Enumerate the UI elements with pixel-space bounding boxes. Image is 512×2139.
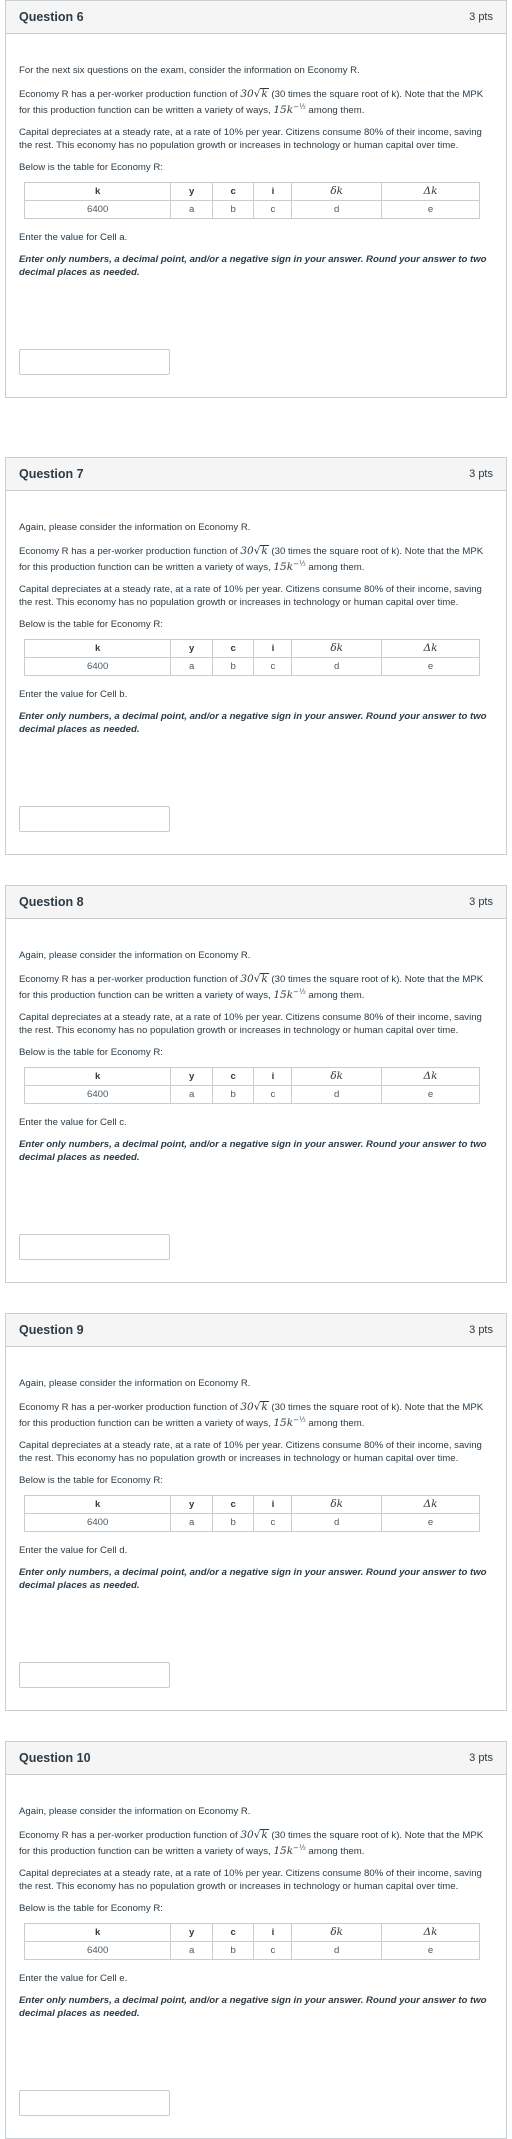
question-header — [6, 458, 506, 491]
table-row — [25, 1086, 480, 1104]
mpk-formula: $15k^{-\frac{1}{2}}$ — [273, 103, 306, 116]
table-cell: e — [382, 201, 480, 219]
table-cell: b — [212, 658, 254, 676]
table-header: y — [171, 183, 213, 201]
table-row — [25, 1942, 480, 1960]
table-header: Δk — [382, 1924, 480, 1942]
production-formula: 30√k — [240, 972, 268, 985]
answer-input[interactable] — [19, 2090, 170, 2116]
economy-table — [24, 1067, 480, 1104]
table-header: c — [212, 183, 254, 201]
question-points: 3 pts — [469, 896, 493, 908]
table-cell: d — [292, 1514, 382, 1532]
table-header: Δk — [382, 1496, 480, 1514]
question-title: Question 9 — [19, 1323, 84, 1337]
table-header: δk — [292, 640, 382, 658]
table-intro: Below is the table for Economy R: — [19, 1474, 163, 1486]
question-title: Question 7 — [19, 467, 84, 481]
question-points: 3 pts — [469, 1752, 493, 1764]
table-row — [25, 201, 480, 219]
table-header: δk — [292, 1068, 382, 1086]
production-text: Economy R has a per-worker production function of 30√k (30 times the square root of k). Note that the MPK for this production function can be written a variety of ways, $15k^{-\frac{1}{2}}$ among them. — [19, 87, 484, 116]
table-header: k — [25, 1924, 171, 1942]
answer-instruction: Enter only numbers, a decimal point, and/or a negative sign in your answer. Round your answer to two decimal places as needed. — [19, 1138, 487, 1163]
table-header: Δk — [382, 183, 480, 201]
table-cell: c — [254, 201, 292, 219]
question-points: 3 pts — [469, 11, 493, 23]
table-cell: d — [292, 658, 382, 676]
production-text: Economy R has a per-worker production function of 30√k (30 times the square root of k). Note that the MPK for this production function can be written a variety of ways, $15k^{-\frac{1}{2}}$ among them. — [19, 544, 484, 573]
table-header: y — [171, 1496, 213, 1514]
table-header-row — [25, 183, 480, 201]
table-cell: e — [382, 1514, 480, 1532]
table-cell: c — [254, 658, 292, 676]
question-intro: Again, please consider the information on Economy R. — [19, 950, 251, 961]
table-cell: b — [212, 201, 254, 219]
table-cell: e — [382, 1942, 480, 1960]
table-header-row — [25, 640, 480, 658]
table-cell: b — [212, 1942, 254, 1960]
question-card — [5, 885, 507, 1283]
question-header — [6, 886, 506, 919]
table-header: i — [254, 1068, 292, 1086]
question-title: Question 8 — [19, 895, 84, 909]
mpk-formula: $15k^{-\frac{1}{2}}$ — [273, 560, 306, 573]
mpk-formula: $15k^{-\frac{1}{2}}$ — [273, 988, 306, 1001]
table-row — [25, 658, 480, 676]
question-card — [5, 0, 507, 398]
table-header: Δk — [382, 640, 480, 658]
question-intro: Again, please consider the information on Economy R. — [19, 1806, 251, 1817]
table-header: c — [212, 1496, 254, 1514]
question-card — [5, 1313, 507, 1711]
question-intro: Again, please consider the information on Economy R. — [19, 522, 251, 533]
table-intro: Below is the table for Economy R: — [19, 161, 163, 173]
table-header: i — [254, 640, 292, 658]
question-body — [6, 1347, 506, 1593]
table-intro: Below is the table for Economy R: — [19, 618, 163, 630]
economy-table — [24, 182, 480, 219]
question-card — [5, 1741, 507, 2139]
answer-instruction: Enter only numbers, a decimal point, and/or a negative sign in your answer. Round your answer to two decimal places as needed. — [19, 1566, 487, 1591]
depreciation-text: Capital depreciates at a steady rate, at a rate of 10% per year. Citizens consume 80% of their income, saving the rest. This economy has no population growth or increases in technology or human capital over time. — [19, 1867, 482, 1892]
production-text: Economy R has a per-worker production function of 30√k (30 times the square root of k). Note that the MPK for this production function can be written a variety of ways, $15k^{-\frac{1}{2}}$ among them. — [19, 1828, 484, 1857]
table-cell: b — [212, 1514, 254, 1532]
production-text: Economy R has a per-worker production function of 30√k (30 times the square root of k). Note that the MPK for this production function can be written a variety of ways, $15k^{-\frac{1}{2}}$ among them. — [19, 1400, 484, 1429]
economy-table — [24, 1495, 480, 1532]
answer-input[interactable] — [19, 806, 170, 832]
question-intro: Again, please consider the information on Economy R. — [19, 1378, 251, 1389]
question-body — [6, 491, 506, 737]
question-header — [6, 1314, 506, 1347]
answer-input[interactable] — [19, 349, 170, 375]
table-header: c — [212, 640, 254, 658]
production-formula: 30√k — [240, 87, 268, 100]
table-cell: 6400 — [25, 201, 171, 219]
production-formula: 30√k — [240, 1828, 268, 1841]
depreciation-text: Capital depreciates at a steady rate, at a rate of 10% per year. Citizens consume 80% of their income, saving the rest. This economy has no population growth or increases in technology or human capital over time. — [19, 1439, 482, 1464]
question-points: 3 pts — [469, 468, 493, 480]
table-cell: d — [292, 201, 382, 219]
table-header: y — [171, 1924, 213, 1942]
depreciation-text: Capital depreciates at a steady rate, at a rate of 10% per year. Citizens consume 80% of their income, saving the rest. This economy has no population growth or increases in technology or human capital over time. — [19, 1011, 482, 1036]
table-header: i — [254, 183, 292, 201]
table-header: i — [254, 1924, 292, 1942]
question-points: 3 pts — [469, 1324, 493, 1336]
table-header: y — [171, 640, 213, 658]
production-formula: 30√k — [240, 544, 268, 557]
table-header: k — [25, 1068, 171, 1086]
table-cell: a — [171, 1086, 213, 1104]
depreciation-text: Capital depreciates at a steady rate, at a rate of 10% per year. Citizens consume 80% of their income, saving the rest. This economy has no population growth or increases in technology or human capital over time. — [19, 583, 482, 608]
table-header-row — [25, 1068, 480, 1086]
table-cell: c — [254, 1942, 292, 1960]
answer-instruction: Enter only numbers, a decimal point, and/or a negative sign in your answer. Round your answer to two decimal places as needed. — [19, 710, 487, 735]
economy-table — [24, 1923, 480, 1960]
question-header — [6, 1742, 506, 1775]
question-body — [6, 34, 506, 280]
table-cell: b — [212, 1086, 254, 1104]
table-cell: e — [382, 1086, 480, 1104]
table-header: δk — [292, 1496, 382, 1514]
cell-prompt: Enter the value for Cell d. — [19, 1545, 128, 1556]
table-cell: d — [292, 1942, 382, 1960]
table-cell: 6400 — [25, 658, 171, 676]
table-cell: a — [171, 1514, 213, 1532]
table-cell: 6400 — [25, 1514, 171, 1532]
answer-instruction: Enter only numbers, a decimal point, and/or a negative sign in your answer. Round your answer to two decimal places as needed. — [19, 1994, 487, 2019]
table-cell: 6400 — [25, 1086, 171, 1104]
table-header: k — [25, 183, 171, 201]
table-header: y — [171, 1068, 213, 1086]
table-cell: a — [171, 658, 213, 676]
answer-instruction: Enter only numbers, a decimal point, and/or a negative sign in your answer. Round your answer to two decimal places as needed. — [19, 253, 487, 278]
table-intro: Below is the table for Economy R: — [19, 1046, 163, 1058]
mpk-formula: $15k^{-\frac{1}{2}}$ — [273, 1416, 306, 1429]
table-header: k — [25, 1496, 171, 1514]
production-formula: 30√k — [240, 1400, 268, 1413]
answer-input[interactable] — [19, 1234, 170, 1260]
economy-table — [24, 639, 480, 676]
production-text: Economy R has a per-worker production function of 30√k (30 times the square root of k). Note that the MPK for this production function can be written a variety of ways, $15k^{-\frac{1}{2}}$ among them. — [19, 972, 484, 1001]
cell-prompt: Enter the value for Cell e. — [19, 1973, 128, 1984]
table-header: c — [212, 1924, 254, 1942]
table-cell: c — [254, 1086, 292, 1104]
table-header: δk — [292, 183, 382, 201]
table-cell: d — [292, 1086, 382, 1104]
table-header: i — [254, 1496, 292, 1514]
answer-input[interactable] — [19, 1662, 170, 1688]
mpk-formula: $15k^{-\frac{1}{2}}$ — [273, 1844, 306, 1857]
table-header: δk — [292, 1924, 382, 1942]
table-header-row — [25, 1924, 480, 1942]
table-cell: e — [382, 658, 480, 676]
question-header — [6, 1, 506, 34]
table-header: Δk — [382, 1068, 480, 1086]
question-title: Question 10 — [19, 1751, 91, 1765]
table-cell: 6400 — [25, 1942, 171, 1960]
question-title: Question 6 — [19, 10, 84, 24]
table-header-row — [25, 1496, 480, 1514]
depreciation-text: Capital depreciates at a steady rate, at a rate of 10% per year. Citizens consume 80% of their income, saving the rest. This economy has no population growth or increases in technology or human capital over time. — [19, 126, 482, 151]
question-intro: For the next six questions on the exam, consider the information on Economy R. — [19, 65, 360, 76]
question-body — [6, 1775, 506, 2021]
table-header: k — [25, 640, 171, 658]
table-header: c — [212, 1068, 254, 1086]
cell-prompt: Enter the value for Cell b. — [19, 689, 128, 700]
table-cell: c — [254, 1514, 292, 1532]
table-cell: a — [171, 1942, 213, 1960]
question-body — [6, 919, 506, 1165]
table-row — [25, 1514, 480, 1532]
cell-prompt: Enter the value for Cell c. — [19, 1117, 127, 1128]
cell-prompt: Enter the value for Cell a. — [19, 232, 128, 243]
table-cell: a — [171, 201, 213, 219]
question-card — [5, 457, 507, 855]
table-intro: Below is the table for Economy R: — [19, 1902, 163, 1914]
